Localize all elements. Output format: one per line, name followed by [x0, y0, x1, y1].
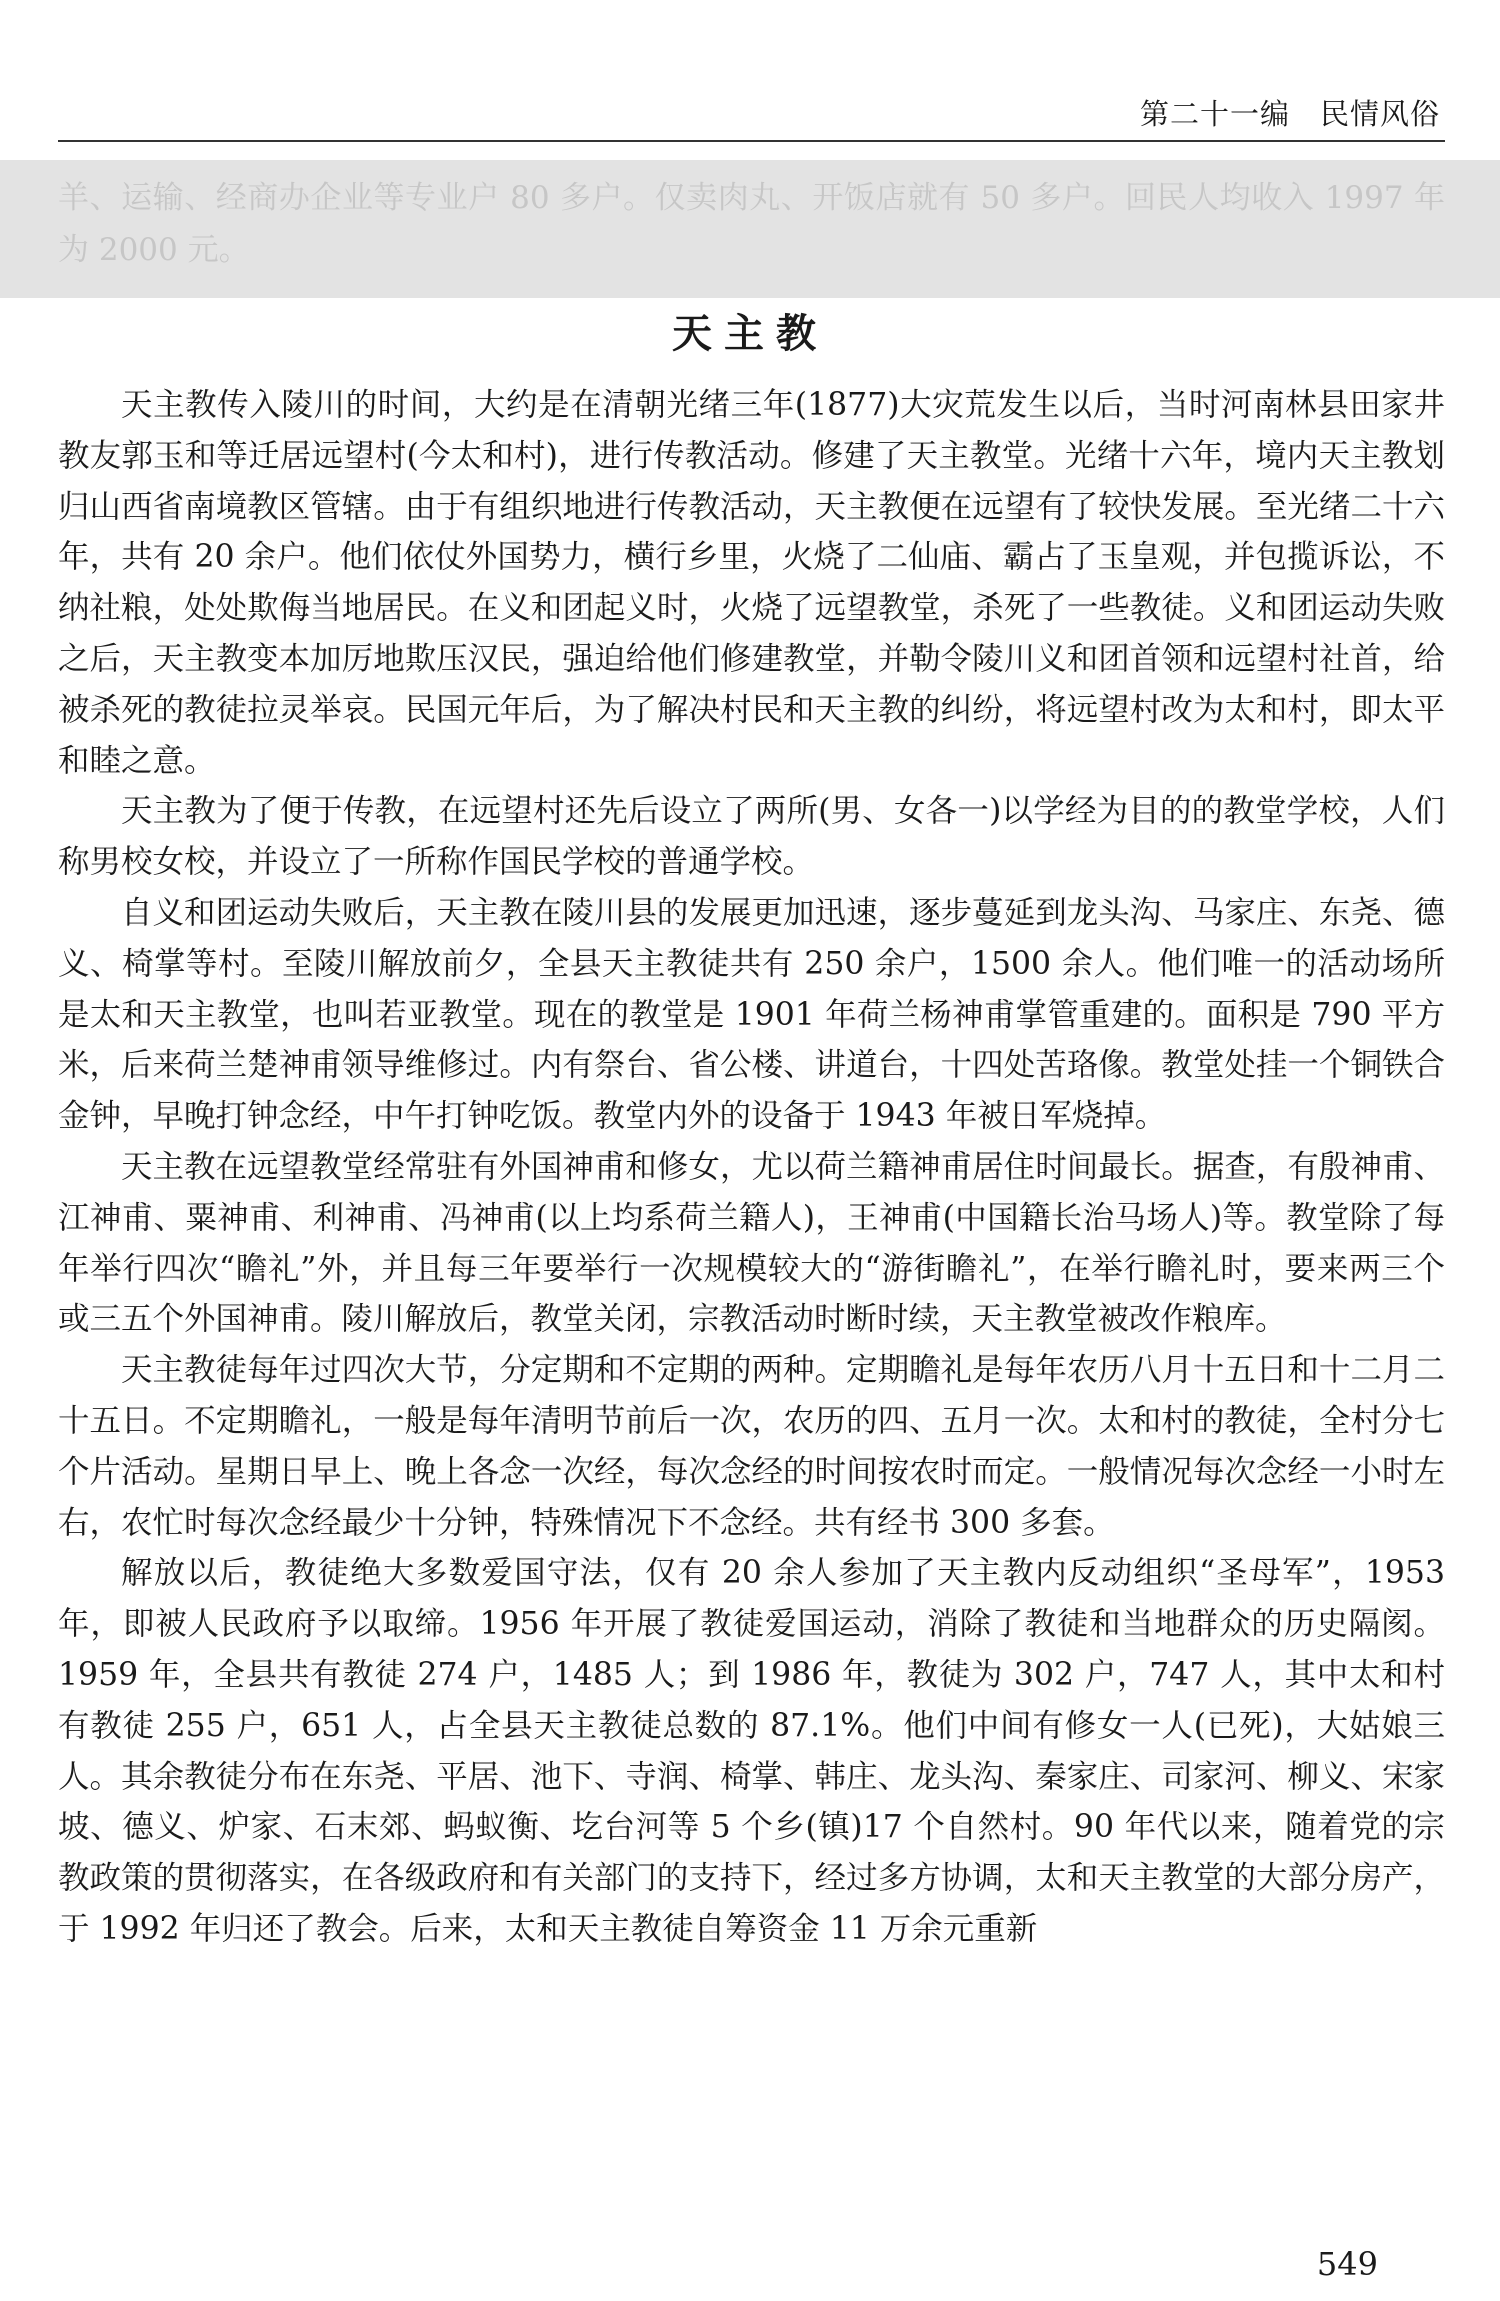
header-rule — [58, 140, 1445, 142]
paragraph: 天主教在远望教堂经常驻有外国神甫和修女，尤以荷兰籍神甫居住时间最长。据查，有殷神甫、江神甫、粟神甫、利神甫、冯神甫(以上均系荷兰籍人)，王神甫(中国籍长治马场人)等。教堂除了每年举行四次“瞻礼”外，并且每三年要举行一次规模较大的“游街瞻礼”，在举行瞻礼时，要来两三个或三五个外国神甫。陵川解放后，教堂关闭，宗教活动时断时续，天主教堂被改作粮库。 — [58, 1148, 1445, 1338]
paragraph: 天主教徒每年过四次大节，分定期和不定期的两种。定期瞻礼是每年农历八月十五日和十二月二十五日。不定期瞻礼，一般是每年清明节前后一次，农历的四、五月一次。太和村的教徒，全村分七个片活动。星期日早上、晚上各念一次经，每次念经的时间按农时而定。一般情况每次念经一小时左右，农忙时每次念经最少十分钟，特殊情况下不念经。共有经书 300 多套。 — [58, 1352, 1445, 1541]
paragraph: 自义和团运动失败后，天主教在陵川县的发展更加迅速，逐步蔓延到龙头沟、马家庄、东尧、德义、椅掌等村。至陵川解放前夕，全县天主教徒共有 250 余户，1500 余人。他们唯一的活动场所是太和天主教堂，也叫若亚教堂。现在的教堂是 1901 年荷兰杨神甫掌管重建的。面积是 790 平方米，后来荷兰楚神甫领导维修过。内有祭台、省公楼、讲道台，十四处苦珞像。教堂处挂一个铜铁合金钟，早晚打钟念经，中午打钟吃饭。教堂内外的设备于 1943 年被日军烧掉。 — [58, 894, 1445, 1135]
page-number: 549 — [1316, 2245, 1378, 2283]
section-title: 天主教 — [672, 310, 828, 357]
running-header: 第二十一编 民情风俗 — [1139, 97, 1440, 131]
page-header — [0, 0, 1500, 145]
article-body — [58, 380, 1445, 1955]
faded-continuation-text: 羊、运输、经商办企业等专业户 80 多户。仅卖肉丸、开饭店就有 50 多户。回民人均收入 1997 年为 2000 元。 — [58, 180, 1445, 268]
paragraph: 天主教为了便于传教，在远望村还先后设立了两所(男、女各一)以学经为目的的教堂学校，人们称男校女校，并设立了一所称作国民学校的普通学校。 — [58, 793, 1445, 881]
paragraph: 天主教传入陵川的时间，大约是在清朝光绪三年(1877)大灾荒发生以后，当时河南林县田家井教友郭玉和等迁居远望村(今太和村)，进行传教活动。修建了天主教堂。光绪十六年，境内天主教划归山西省南境教区管辖。由于有组织地进行传教活动，天主教便在远望有了较快发展。至光绪二十六年，共有 20 余户。他们依仗外国势力，横行乡里，火烧了二仙庙、霸占了玉皇观，并包揽诉讼，不纳社粮，处处欺侮当地居民。在义和团起义时，火烧了远望教堂，杀死了一些教徒。义和团运动失败之后，天主教变本加厉地欺压汉民，强迫给他们修建教堂，并勒令陵川义和团首领和远望村社首，给被杀死的教徒拉灵举哀。民国元年后，为了解决村民和天主教的纠纷，将远望村改为太和村，即太平和睦之意。 — [58, 387, 1445, 779]
paragraph: 解放以后，教徒绝大多数爱国守法，仅有 20 余人参加了天主教内反动组织“圣母军”，1953 年，即被人民政府予以取缔。1956 年开展了教徒爱国运动，消除了教徒和当地群众的历史隔阂。1959 年，全县共有教徒 274 户，1485 人；到 1986 年，教徒为 302 户，747 人，其中太和村有教徒 255 户，651 人，占全县天主教徒总数的 87.1%。他们中间有修女一人(已死)，大姑娘三人。其余教徒分布在东尧、平居、池下、寺润、椅掌、韩庄、龙头沟、秦家庄、司家河、柳义、宋家坡、德义、炉家、石末郊、蚂蚁衡、圪台河等 5 个乡(镇)17 个自然村。90 年代以来，随着党的宗教政策的贯彻落实，在各级政府和有关部门的支持下，经过多方协调，太和天主教堂的大部分房产，于 1992 年归还了教会。后来，太和天主教徒自筹资金 11 万余元重新 — [58, 1555, 1445, 1947]
